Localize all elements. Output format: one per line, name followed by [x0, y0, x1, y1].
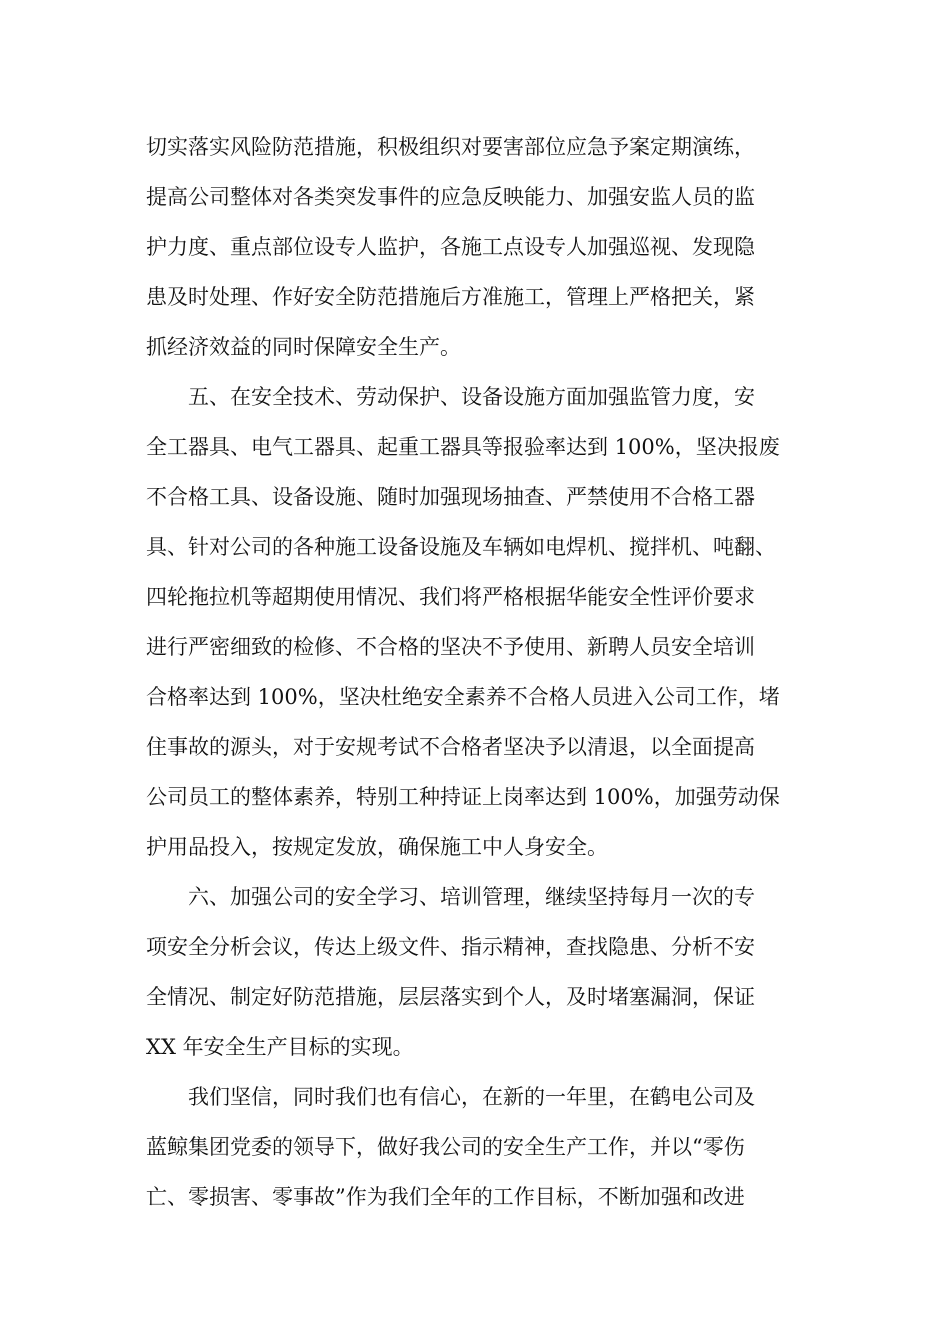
- text-line: 护力度、重点部位设专人监护，各施工点设专人加强巡视、发现隐: [146, 235, 755, 259]
- text-line: 公司员工的整体素养，特别工种持证上岗率达到 100%，加强劳动保: [146, 785, 780, 809]
- text-line: 具、针对公司的各种施工设备设施及车辆如电焊机、搅拌机、吨翻、: [146, 535, 776, 559]
- text-line: 进行严密细致的检修、不合格的坚决不予使用、新聘人员安全培训: [146, 635, 755, 659]
- text-line: 提高公司整体对各类突发事件的应急反映能力、加强安监人员的监: [146, 185, 755, 209]
- paragraph-start-line: 我们坚信，同时我们也有信心，在新的一年里，在鹤电公司及: [188, 1085, 755, 1109]
- text-line: 抓经济效益的同时保障安全生产。: [146, 335, 461, 359]
- text-line: 护用品投入，按规定发放，确保施工中人身安全。: [146, 835, 608, 859]
- text-line: 四轮拖拉机等超期使用情况、我们将严格根据华能安全性评价要求: [146, 585, 755, 609]
- paragraph-start-line: 五、在安全技术、劳动保护、设备设施方面加强监管力度，安: [188, 385, 755, 409]
- text-line: 住事故的源头，对于安规考试不合格者坚决予以清退，以全面提高: [146, 735, 755, 759]
- text-line: 蓝鲸集团党委的领导下，做好我公司的安全生产工作，并以“零伤: [146, 1135, 745, 1159]
- text-line: 项安全分析会议，传达上级文件、指示精神，查找隐患、分析不安: [146, 935, 755, 959]
- text-line: XX 年安全生产目标的实现。: [146, 1035, 414, 1059]
- text-line: 患及时处理、作好安全防范措施后方准施工，管理上严格把关，紧: [146, 285, 755, 309]
- document-body: [146, 122, 846, 1222]
- text-line: 合格率达到 100%，坚决杜绝安全素养不合格人员进入公司工作，堵: [146, 685, 780, 709]
- text-line: 全工器具、电气工器具、起重工器具等报验率达到 100%，坚决报废: [146, 435, 780, 459]
- text-line: 亡、零损害、零事故”作为我们全年的工作目标，不断加强和改进: [146, 1185, 745, 1209]
- paragraph-start-line: 六、加强公司的安全学习、培训管理，继续坚持每月一次的专: [188, 885, 755, 909]
- text-line: 全情况、制定好防范措施，层层落实到个人，及时堵塞漏洞，保证: [146, 985, 755, 1009]
- text-line: 不合格工具、设备设施、随时加强现场抽查、严禁使用不合格工器: [146, 485, 755, 509]
- text-line: 切实落实风险防范措施，积极组织对要害部位应急予案定期演练，: [146, 135, 755, 159]
